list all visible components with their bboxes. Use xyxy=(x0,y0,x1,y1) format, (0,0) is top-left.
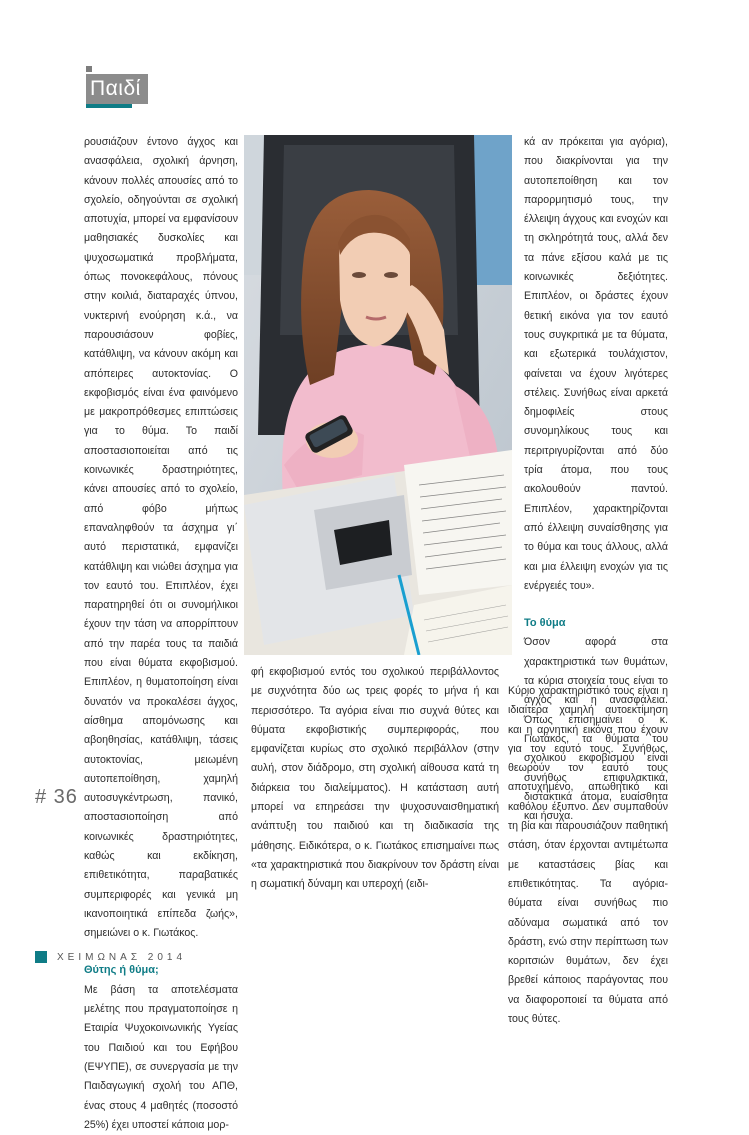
column-3-paragraph-3: Κύριο χαρακτηριστικό τους είναι η ιδιαίτερα χαμηλή αυτοεκτίμηση και η αρνητική εικόνα που έχουν για τον εαυτό τους. Συνήθως, θεωρούν τον εαυτό τους αποτυχημένο, απωθητικό και καθόλου έξυπνο. Δεν συμπαθούν τη βία και παρουσιάζουν παθητική στάση, όταν έρχονται αντιμέτωπα με καταστάσεις βίας και επιθετικότητας. Τα αγόρια- θύματα είναι συνήθως πιο αδύναμα σωματικά από τον δράστη, ενώ στην περίπτωση των κοριτσιών θυμάτων, δεν έχει βρεθεί κάποιος παράγοντας που να διαφοροποιεί τα θύματα από τους θύτες. xyxy=(508,685,668,1026)
column-3-continued xyxy=(508,682,668,1029)
section-underline xyxy=(86,104,132,108)
column-3-paragraph-1: κά αν πρόκειται για αγόρια), που διακρίνονται για την αυτοπεποίθηση και τον παρορμητισμό τους, την έλλειψη άγχους και ενοχών και τη σκληρότητά τους, αλλά δεν τα πάνε εξίσου καλά με τις κοινωνικές δεξιότητες. Επιπλέον, οι δράστες έχουν θετική εικόνα για τον εαυτό τους συγκριτικά με τα θύματα, και εξωτερικά τουλάχιστον, φαίνεται να έχουν λιγότερες στέλεις. Συνήθως είναι αρκετά δημοφιλείς στους συνομηλίκους τους και περιτριγυρίζονται από δύο τρία άτομα, που τους ακολουθούν παντού. Επιπλέον, χαρακτηρίζονται από έλλειψη συναίσθησης για το θύμα και τους άλλους, αλλά και μια έλλειψη ενοχών για τις ενέργειές του». xyxy=(524,136,668,592)
photo-girl-with-phone xyxy=(244,135,512,655)
column-2 xyxy=(251,663,499,895)
column-2-paragraph-1: φή εκφοβισμού εντός του σχολικού περιβάλλοντος με συχνότητα δύο ως τρεις φορές το μήνα ή και περισσότερο. Τα αγόρια είναι πιο συχνά θύτες και θύματα εκφοβιστικής συμπεριφοράς, που εμφανίζεται κυρίως στο σχολικό περιβάλλον (στην αυλή, στον διάδρομο, στη σχολική αίθουσα κατά τη διάρκεια του διαλείμματος). Η κατάσταση αυτή μπορεί να επηρεάσει την ψυχοσυναισθηματική ανάπτυξη του παιδιού και τη διαδικασία της μάθησης. Ειδικότερα, ο κ. Γιωτάκος επισημαίνει πως «τα χαρακτηριστικά που διακρίνουν τον δράστη είναι η σωματική δύναμη και υπεροχή (ειδι- xyxy=(251,666,499,891)
footer xyxy=(35,950,186,964)
footer-issue-label: ΧΕΙΜΩΝΑΣ 2014 xyxy=(57,951,187,963)
section-marker xyxy=(86,66,92,72)
column-1 xyxy=(84,133,238,1135)
column-3-paragraph-2: Όσον αφορά στα χαρακτηριστικά των θυμάτων, τα κύρια στοιχεία τους είναι το άγχος και η ανασφάλεια. Όπως επισημαίνει ο κ. Γιωτάκος, τα θύματα του σχολικού εκφοβισμού είναι συνήθως επιφυλακτικά, διστακτικά άτομα, ευαίσθητα και ήσυχα. xyxy=(524,636,668,823)
footer-marker xyxy=(35,951,47,963)
column-1-paragraph-2: Με βάση τα αποτελέσματα μελέτης που πραγματοποίησε η Εταιρία Ψυχοκοινωνικής Υγείας του Παιδιού και του Εφήβου (ΕΨΥΠΕ), σε συνεργασία με την Παιδαγωγική σχολή του ΑΠΘ, ένας στους 4 μαθητές (ποσοστό 25%) έχει υποστεί κάποια μορ- xyxy=(84,983,238,1131)
heading-the-victim: Το θύμα xyxy=(524,617,566,630)
section-tab xyxy=(86,66,148,108)
column-1-paragraph-1: ρουσιάζουν έντονο άγχος και ανασφάλεια, σχολική άρνηση, κάνουν πολλές απουσίες από το σχολείο, οδηγούνται σε σχολική αποτυχία, μπορεί να εμφανίσουν μαθησιακές δυσκολίες και ψυχοσωματικά προβλήματα, όπως πονοκεφάλους, πόνους στην κοιλιά, διαταραχές ύπνου, νυκτερινή ενούρηση κ.ά., να παρουσιάσουν φοβίες, κατάθλιψη, να κάνουν ακόμη και απόπειρες αυτοκτονίας. Ο εκφοβισμός είναι ένα φαινόμενο με μακροπρόθεσμες επιπτώσεις για το θύμα. Το παιδί αποστασιοποιείται από τις κοινωνικές δραστηριότητες, κάνει απουσίες από το σχολείο, από φόβο μήπως επαναληφθούν τα άσχημα γι΄ αυτό περιστατικά, εμφανίζει κατάθλιψη και νιώθει άσχημα για τον εαυτό του. Επιπλέον, έχει παρατηρηθεί ότι οι συνομήλικοι έχουν την τάση να απορρίπτουν από την παρέα τους τα παιδιά που είναι θύματα εκφοβισμού. Επιπλέον, η θυματοποίηση είναι δυνατόν να προκαλέσει άγχος, αίσθημα απομόνωσης και αβοηθησίας, κατάθλιψη, τάσεις αυτοκτονίας, μειωμένη αυτοπεποίθηση, χαμηλή αυτοσυγκέντρωση, πανικό, αποστασιοποίηση από κοινωνικές δραστηριότητες, καθώς και εκδίκηση, επιθετικότητα, παραβατικές συμπεριφορές και γενικά μη ικανοποιητικά επίπεδα ζωής», σημειώνει ο κ. Γιωτάκος. xyxy=(84,136,238,940)
page-number: # 36 xyxy=(35,786,78,808)
section-label: Παιδί xyxy=(86,74,148,104)
heading-perpetrator-or-victim: Θύτης ή θύμα; xyxy=(84,964,159,977)
